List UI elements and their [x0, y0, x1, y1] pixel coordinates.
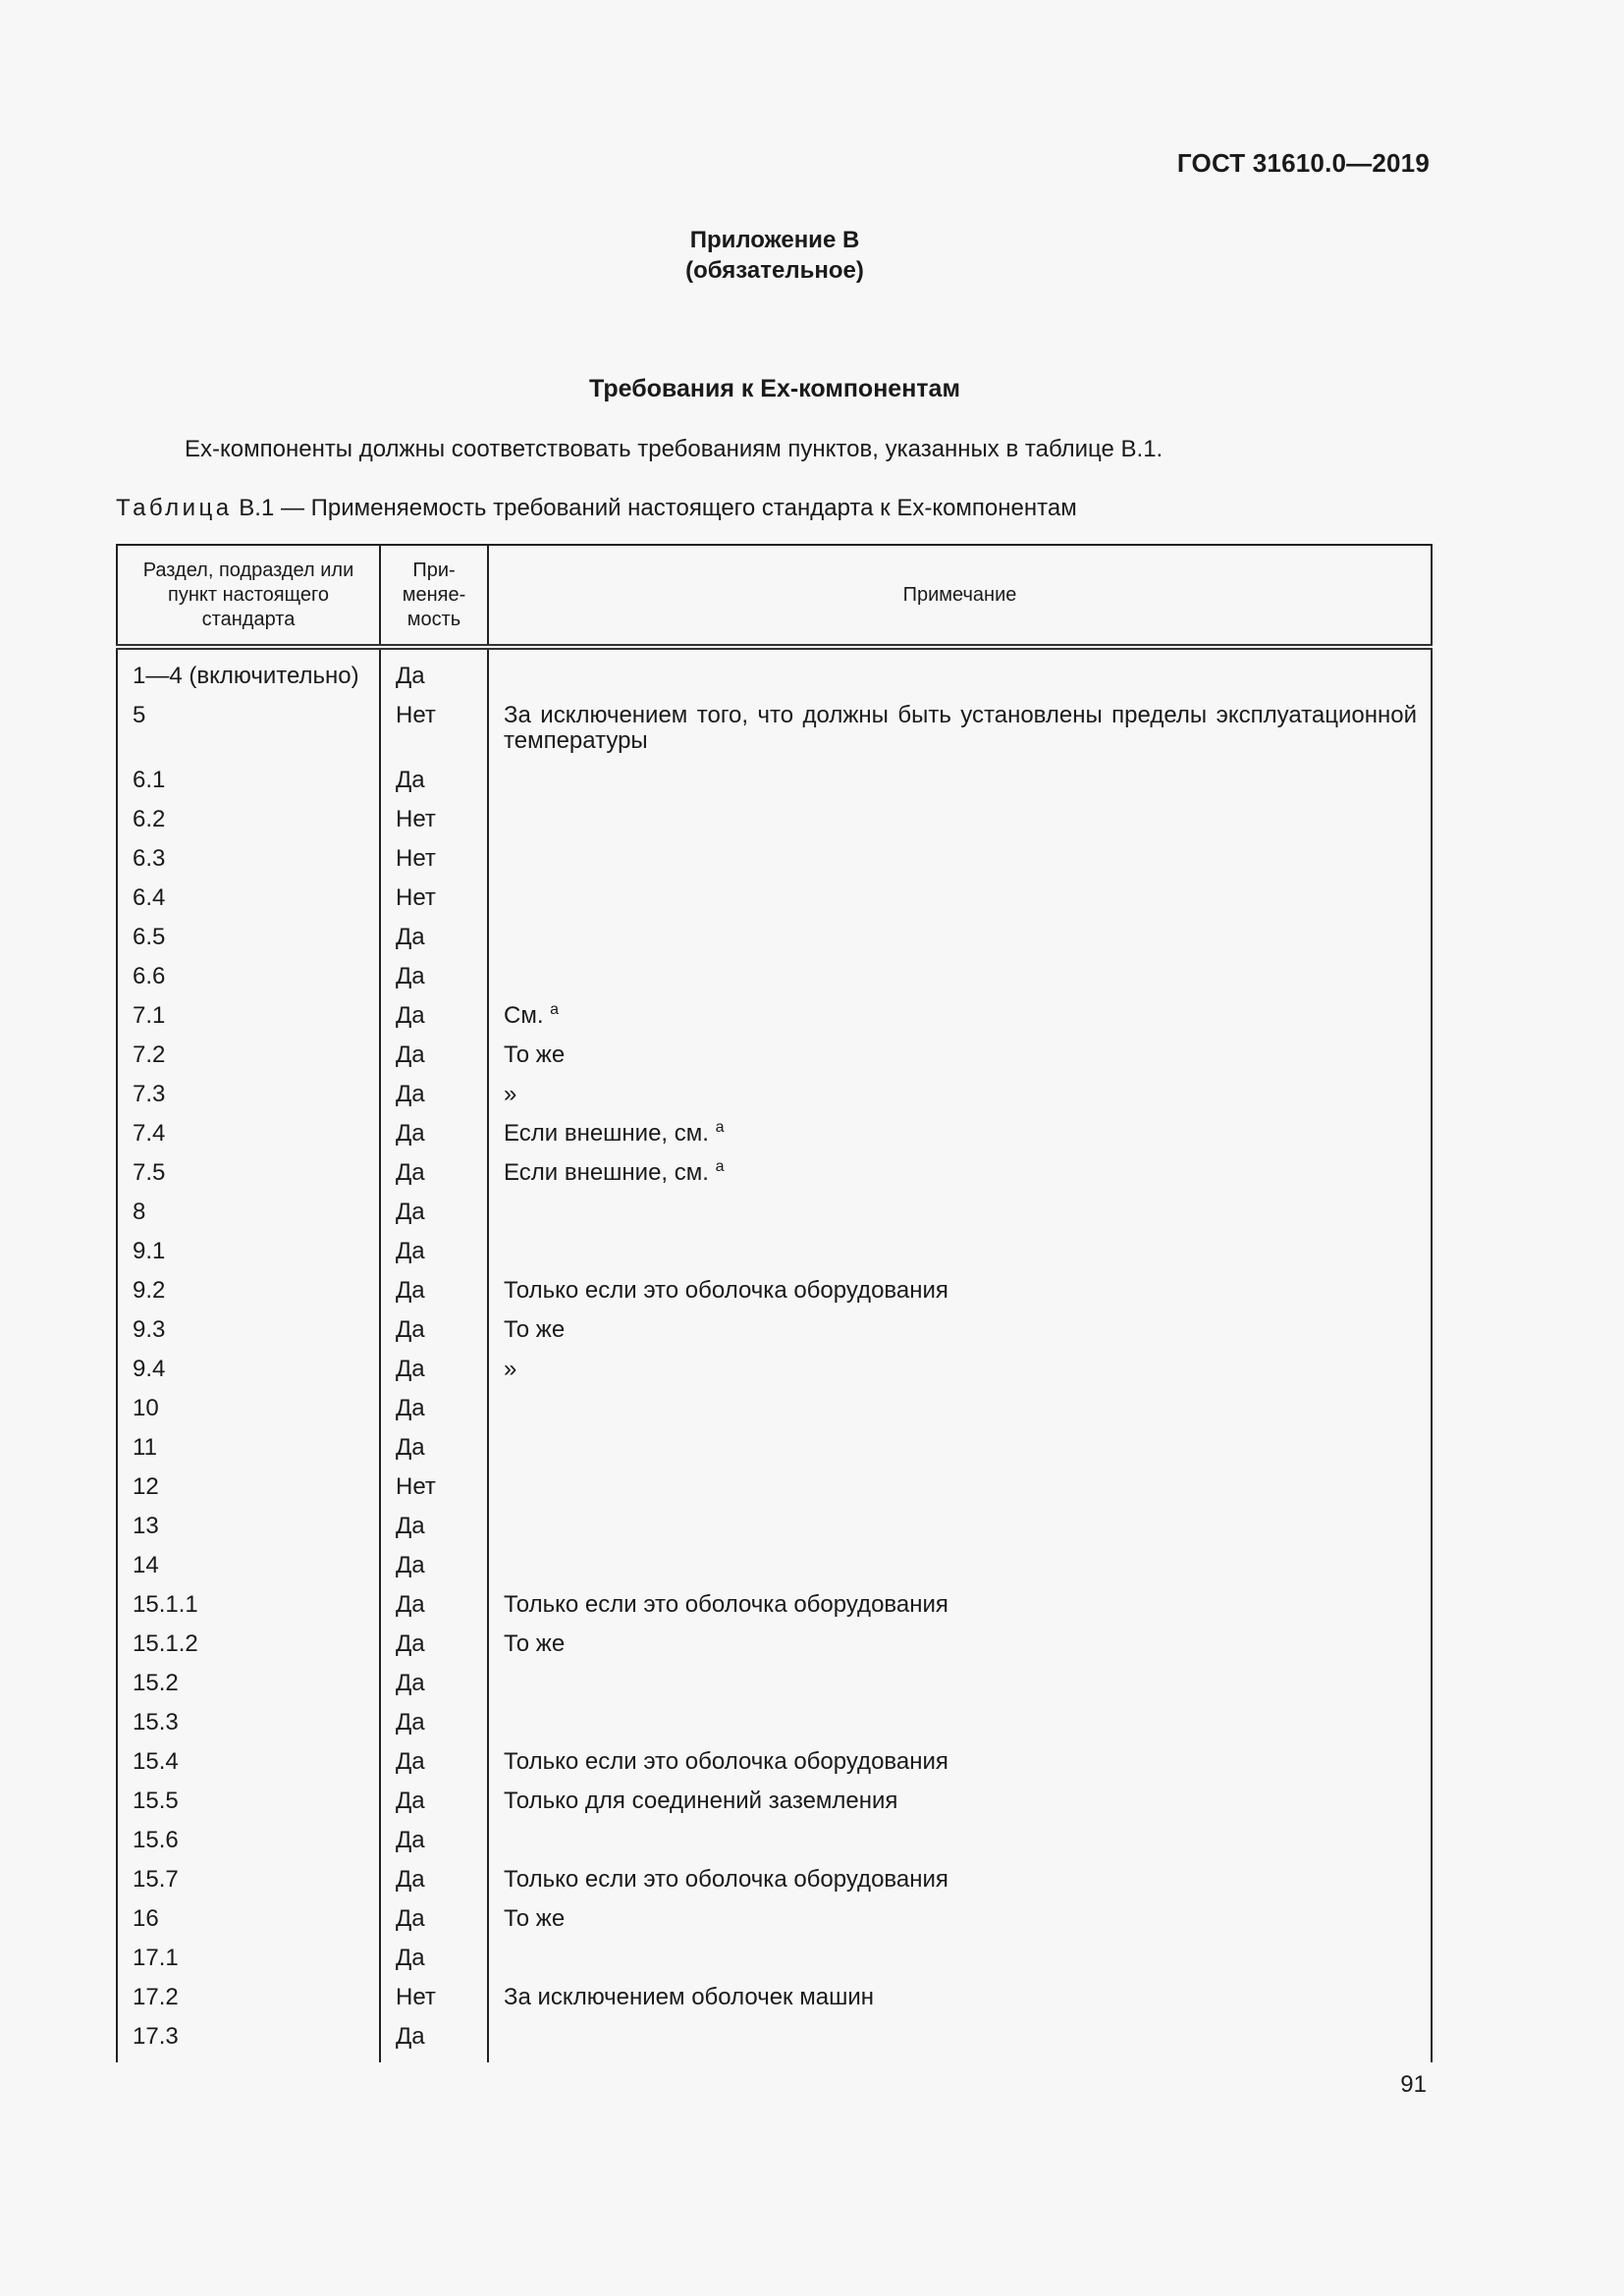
cell-section: 5 [117, 696, 380, 761]
table-row [117, 1703, 1432, 1742]
cell-section: 7.5 [117, 1153, 380, 1193]
cell-applicability: Да [380, 1585, 488, 1625]
table-row [117, 996, 1432, 1036]
table-row [117, 696, 1432, 761]
cell-applicability: Да [380, 1664, 488, 1703]
note-text: Только если это оболочка оборудования [504, 1866, 948, 1893]
cell-section: 10 [117, 1389, 380, 1428]
note-text: Если внешние, см. [504, 1159, 709, 1186]
cell-applicability: Нет [380, 879, 488, 918]
table-row [117, 839, 1432, 879]
note-text: За исключением оболочек машин [504, 1984, 874, 2010]
header-applicability: При-меняе-мость [380, 545, 488, 647]
cell-section: 16 [117, 1899, 380, 1939]
note-text: То же [504, 1041, 566, 1068]
cell-section: 14 [117, 1546, 380, 1585]
note-text: Только если это оболочка оборудования [504, 1591, 948, 1618]
cell-applicability: Да [380, 647, 488, 696]
cell-applicability: Да [380, 996, 488, 1036]
cell-section: 17.1 [117, 1939, 380, 1978]
cell-applicability: Нет [380, 839, 488, 879]
note-text: Если внешние, см. [504, 1120, 709, 1147]
table-row [117, 1350, 1432, 1389]
table-row [117, 647, 1432, 696]
cell-applicability: Да [380, 957, 488, 996]
cell-note [488, 1310, 1432, 1350]
table-row [117, 1468, 1432, 1507]
cell-note [488, 1899, 1432, 1939]
cell-applicability: Да [380, 1232, 488, 1271]
cell-note [488, 1860, 1432, 1899]
cell-note [488, 1075, 1432, 1114]
cell-applicability: Да [380, 1428, 488, 1468]
table-row [117, 1664, 1432, 1703]
cell-applicability: Да [380, 1899, 488, 1939]
cell-section: 8 [117, 1193, 380, 1232]
table-row [117, 1742, 1432, 1782]
cell-note [488, 996, 1432, 1036]
cell-note [488, 800, 1432, 839]
cell-section: 12 [117, 1468, 380, 1507]
cell-note [488, 1625, 1432, 1664]
cell-note [488, 1703, 1432, 1742]
table-row [117, 957, 1432, 996]
document-code: ГОСТ 31610.0—2019 [1176, 148, 1430, 178]
cell-note [488, 1389, 1432, 1428]
cell-note [488, 957, 1432, 996]
note-text: » [504, 1356, 517, 1382]
cell-applicability: Да [380, 1742, 488, 1782]
cell-note [488, 839, 1432, 879]
cell-note [488, 879, 1432, 918]
table-caption [116, 495, 1077, 522]
cell-applicability: Да [380, 1350, 488, 1389]
table-row [117, 1546, 1432, 1585]
table-row [117, 761, 1432, 800]
table-row [117, 1389, 1432, 1428]
cell-note [488, 1114, 1432, 1153]
cell-note [488, 1232, 1432, 1271]
cell-section: 6.6 [117, 957, 380, 996]
cell-applicability: Да [380, 1703, 488, 1742]
note-text: Только для соединений заземления [504, 1788, 898, 1814]
note-text: Только если это оболочка оборудования [504, 1277, 948, 1304]
table-row [117, 879, 1432, 918]
cell-applicability: Да [380, 918, 488, 957]
cell-applicability: Да [380, 1153, 488, 1193]
cell-applicability: Да [380, 1114, 488, 1153]
cell-note [488, 696, 1432, 761]
footnote-marker: а [715, 1119, 725, 1136]
cell-section: 1—4 (включительно) [117, 647, 380, 696]
cell-note [488, 1468, 1432, 1507]
cell-section: 15.2 [117, 1664, 380, 1703]
cell-applicability: Да [380, 1939, 488, 1978]
cell-note [488, 1939, 1432, 1978]
cell-note [488, 2017, 1432, 2062]
page-number: 91 [1400, 2071, 1427, 2098]
appendix-status: (обязательное) [685, 257, 864, 284]
cell-section: 9.1 [117, 1232, 380, 1271]
cell-applicability: Нет [380, 800, 488, 839]
cell-applicability: Да [380, 1507, 488, 1546]
cell-note [488, 918, 1432, 957]
table-row [117, 1114, 1432, 1153]
table-row [117, 1232, 1432, 1271]
table-row [117, 1271, 1432, 1310]
note-text: Только если это оболочка оборудования [504, 1748, 948, 1775]
note-text: За исключением того, что должны быть установлены пределы эксплуатационной температуры [504, 702, 1417, 754]
cell-section: 6.1 [117, 761, 380, 800]
cell-note [488, 1782, 1432, 1821]
cell-applicability: Да [380, 1860, 488, 1899]
table-row [117, 1153, 1432, 1193]
table-row [117, 1821, 1432, 1860]
cell-section: 15.4 [117, 1742, 380, 1782]
table-caption-label: Таблица [116, 495, 233, 521]
table-row [117, 1978, 1432, 2017]
header-note: Примечание [488, 545, 1432, 647]
note-text: » [504, 1081, 517, 1107]
cell-section: 15.1.1 [117, 1585, 380, 1625]
cell-section: 6.5 [117, 918, 380, 957]
footnote-marker: а [550, 1001, 560, 1018]
cell-section: 17.2 [117, 1978, 380, 2017]
cell-section: 6.2 [117, 800, 380, 839]
cell-note [488, 1585, 1432, 1625]
table-row [117, 1585, 1432, 1625]
cell-note [488, 1153, 1432, 1193]
cell-section: 6.4 [117, 879, 380, 918]
table-row [117, 800, 1432, 839]
cell-section: 9.4 [117, 1350, 380, 1389]
appendix-title: Приложение В [689, 227, 860, 253]
cell-applicability: Да [380, 1782, 488, 1821]
cell-applicability: Да [380, 1271, 488, 1310]
cell-note [488, 1271, 1432, 1310]
note-text: То же [504, 1905, 566, 1932]
requirements-table [116, 544, 1433, 2062]
table-body [117, 647, 1432, 2062]
table-row [117, 1782, 1432, 1821]
note-text: То же [504, 1630, 566, 1657]
cell-applicability: Да [380, 1389, 488, 1428]
table-row [117, 918, 1432, 957]
cell-section: 15.6 [117, 1821, 380, 1860]
table-row [117, 1075, 1432, 1114]
cell-applicability: Да [380, 761, 488, 800]
cell-section: 15.3 [117, 1703, 380, 1742]
cell-applicability: Да [380, 1075, 488, 1114]
table-row [117, 1193, 1432, 1232]
cell-note [488, 1978, 1432, 2017]
table-row [117, 1899, 1432, 1939]
cell-section: 6.3 [117, 839, 380, 879]
cell-note [488, 761, 1432, 800]
cell-section: 7.3 [117, 1075, 380, 1114]
cell-section: 13 [117, 1507, 380, 1546]
cell-applicability: Да [380, 1625, 488, 1664]
cell-section: 15.7 [117, 1860, 380, 1899]
table-row [117, 2017, 1432, 2062]
cell-section: 9.3 [117, 1310, 380, 1350]
cell-section: 15.1.2 [117, 1625, 380, 1664]
table-row [117, 1036, 1432, 1075]
cell-note [488, 1193, 1432, 1232]
table-row [117, 1939, 1432, 1978]
cell-note [488, 647, 1432, 696]
note-text: См. [504, 1002, 544, 1029]
cell-section: 17.3 [117, 2017, 380, 2062]
table-row [117, 1428, 1432, 1468]
cell-note [488, 1821, 1432, 1860]
table-row [117, 1860, 1432, 1899]
intro-paragraph: Ех-компоненты должны соответствовать требованиям пунктов, указанных в таблице В.1. [185, 436, 1164, 462]
table-row [117, 1507, 1432, 1546]
cell-applicability: Нет [380, 696, 488, 761]
cell-section: 7.4 [117, 1114, 380, 1153]
cell-applicability: Да [380, 1546, 488, 1585]
table-row [117, 1625, 1432, 1664]
appendix-heading [0, 225, 1549, 286]
cell-note [488, 1742, 1432, 1782]
cell-note [488, 1546, 1432, 1585]
cell-note [488, 1507, 1432, 1546]
cell-note [488, 1428, 1432, 1468]
section-title: Требования к Ех-компонентам [589, 375, 960, 402]
cell-applicability: Да [380, 1310, 488, 1350]
cell-section: 15.5 [117, 1782, 380, 1821]
footnote-marker: а [715, 1158, 725, 1175]
cell-applicability: Нет [380, 1468, 488, 1507]
cell-applicability: Да [380, 2017, 488, 2062]
cell-applicability: Да [380, 1821, 488, 1860]
cell-section: 9.2 [117, 1271, 380, 1310]
cell-section: 11 [117, 1428, 380, 1468]
cell-applicability: Нет [380, 1978, 488, 2017]
table-caption-text: В.1 — Применяемость требований настоящего стандарта к Ех-компонентам [239, 495, 1077, 521]
cell-applicability: Да [380, 1193, 488, 1232]
note-text: То же [504, 1316, 566, 1343]
cell-applicability: Да [380, 1036, 488, 1075]
cell-section: 7.2 [117, 1036, 380, 1075]
table-row [117, 1310, 1432, 1350]
header-section: Раздел, подраздел или пункт настоящего стандарта [117, 545, 380, 647]
cell-note [488, 1350, 1432, 1389]
cell-section: 7.1 [117, 996, 380, 1036]
table-header-row [117, 545, 1432, 647]
cell-note [488, 1664, 1432, 1703]
cell-note [488, 1036, 1432, 1075]
